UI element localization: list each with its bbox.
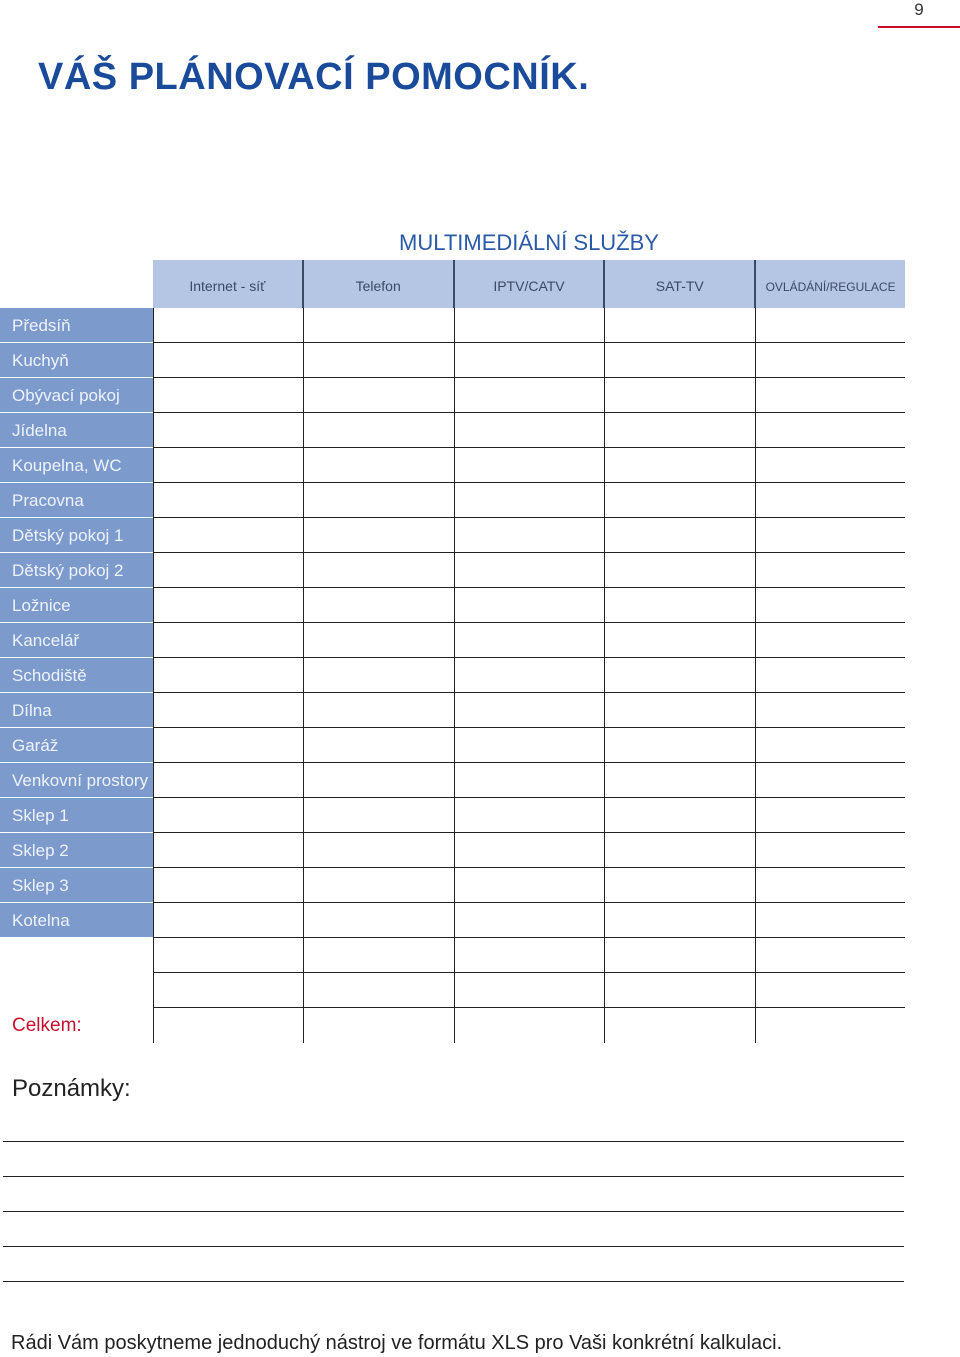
row-label: Dětský pokoj 2 [0, 553, 153, 588]
row-label-blank [0, 973, 153, 1008]
column-header-internet: Internet - síť [153, 260, 304, 308]
table-cell[interactable] [454, 798, 604, 833]
column-header-iptv: IPTV/CATV [455, 260, 606, 308]
table-cell[interactable] [755, 798, 905, 833]
table-cell[interactable] [755, 973, 905, 1008]
table-cell[interactable] [755, 413, 905, 448]
row-label: Předsíň [0, 308, 153, 343]
table-cell[interactable] [153, 903, 303, 938]
table-cell[interactable] [153, 623, 303, 658]
row-label: Pracovna [0, 483, 153, 518]
table-cell[interactable] [755, 833, 905, 868]
row-label: Sklep 3 [0, 868, 153, 903]
table-cell[interactable] [454, 938, 604, 973]
table-cell[interactable] [153, 938, 303, 973]
table-cell[interactable] [303, 588, 453, 623]
table-cell[interactable] [604, 833, 754, 868]
table-cell[interactable] [153, 553, 303, 588]
column-header-ovladani: OVLÁDÁNÍ/REGULACE [765, 280, 896, 294]
table-cell[interactable] [153, 483, 303, 518]
table-cell[interactable] [454, 973, 604, 1008]
table-cell[interactable] [303, 378, 453, 413]
table-cell[interactable] [604, 378, 754, 413]
table-cell[interactable] [153, 588, 303, 623]
table-cell[interactable] [454, 553, 604, 588]
table-cell[interactable] [755, 623, 905, 658]
table-cell[interactable] [153, 658, 303, 693]
table-row [0, 763, 905, 798]
table-cell[interactable] [153, 693, 303, 728]
table-cell[interactable] [755, 483, 905, 518]
row-label: Kancelář [0, 623, 153, 658]
total-cell[interactable] [755, 1008, 905, 1043]
row-label: Dílna [0, 693, 153, 728]
row-label: Obývací pokoj [0, 378, 153, 413]
table-cell[interactable] [454, 658, 604, 693]
table-cell[interactable] [755, 728, 905, 763]
table-row [0, 903, 905, 938]
table-cell[interactable] [303, 483, 453, 518]
table-row [0, 518, 905, 553]
table-cell[interactable] [153, 763, 303, 798]
row-label: Venkovní prostory [0, 763, 153, 798]
column-header-sat-tv: SAT-TV [605, 260, 756, 308]
planning-table [0, 308, 905, 1043]
table-cell[interactable] [303, 798, 453, 833]
table-cell[interactable] [755, 378, 905, 413]
table-cell[interactable] [454, 833, 604, 868]
table-cell[interactable] [755, 693, 905, 728]
table-cell[interactable] [604, 588, 754, 623]
table-cell[interactable] [153, 518, 303, 553]
table-cell[interactable] [303, 448, 453, 483]
table-row [0, 798, 905, 833]
table-cell[interactable] [303, 518, 453, 553]
table-cell[interactable] [604, 483, 754, 518]
table-cell[interactable] [454, 378, 604, 413]
table-cell[interactable] [755, 518, 905, 553]
table-cell[interactable] [454, 903, 604, 938]
table-cell[interactable] [604, 763, 754, 798]
table-row [0, 728, 905, 763]
table-cell[interactable] [153, 413, 303, 448]
table-cell[interactable] [303, 868, 453, 903]
notes-label: Poznámky: [12, 1075, 131, 1102]
table-row [0, 483, 905, 518]
notes-line[interactable] [3, 1246, 904, 1247]
row-label: Dětský pokoj 1 [0, 518, 153, 553]
row-label-blank [0, 938, 153, 973]
table-cell[interactable] [604, 798, 754, 833]
table-cell[interactable] [303, 973, 453, 1008]
table-cell[interactable] [755, 868, 905, 903]
row-label: Sklep 1 [0, 798, 153, 833]
table-row-blank [0, 973, 905, 1008]
notes-line[interactable] [3, 1141, 904, 1142]
row-label: Sklep 2 [0, 833, 153, 868]
table-cell[interactable] [755, 343, 905, 378]
table-cell[interactable] [604, 938, 754, 973]
table-cell[interactable] [153, 378, 303, 413]
table-cell[interactable] [454, 518, 604, 553]
page-title: VÁŠ PLÁNOVACÍ POMOCNÍK. [38, 56, 590, 98]
table-cell[interactable] [303, 623, 453, 658]
table-cell[interactable] [755, 588, 905, 623]
table-row [0, 343, 905, 378]
total-cell[interactable] [604, 1008, 754, 1043]
table-cell[interactable] [454, 448, 604, 483]
table-cell[interactable] [153, 798, 303, 833]
row-label: Ložnice [0, 588, 153, 623]
table-cell[interactable] [153, 833, 303, 868]
row-label: Schodiště [0, 658, 153, 693]
page-number: 9 [914, 0, 924, 19]
table-cell[interactable] [303, 728, 453, 763]
table-cell[interactable] [604, 518, 754, 553]
table-row [0, 833, 905, 868]
notes-line[interactable] [3, 1176, 904, 1177]
table-cell[interactable] [604, 343, 754, 378]
column-header-bar [153, 260, 905, 308]
column-header-telefon: Telefon [304, 260, 455, 308]
table-cell[interactable] [454, 728, 604, 763]
table-cell[interactable] [153, 973, 303, 1008]
table-cell[interactable] [303, 938, 453, 973]
notes-line[interactable] [3, 1281, 904, 1282]
row-label: Jídelna [0, 413, 153, 448]
table-row-total [0, 1008, 905, 1043]
row-label: Garáž [0, 728, 153, 763]
table-cell[interactable] [303, 693, 453, 728]
table-cell[interactable] [604, 413, 754, 448]
footer-text: Rádi Vám poskytneme jednoduchý nástroj ve formátu XLS pro Vaši konkrétní kalkulaci. [11, 1332, 783, 1354]
table-cell[interactable] [454, 623, 604, 658]
table-cell[interactable] [604, 903, 754, 938]
notes-line[interactable] [3, 1211, 904, 1212]
table-row [0, 448, 905, 483]
table-cell[interactable] [454, 693, 604, 728]
table-row [0, 693, 905, 728]
total-cell[interactable] [303, 1008, 453, 1043]
table-cell[interactable] [755, 658, 905, 693]
table-row [0, 658, 905, 693]
table-cell[interactable] [303, 903, 453, 938]
table-cell[interactable] [303, 308, 453, 343]
table-cell[interactable] [303, 343, 453, 378]
table-cell[interactable] [604, 868, 754, 903]
table-cell[interactable] [604, 623, 754, 658]
table-cell[interactable] [454, 343, 604, 378]
table-cell[interactable] [454, 308, 604, 343]
table-cell[interactable] [153, 308, 303, 343]
table-cell[interactable] [303, 763, 453, 798]
table-cell[interactable] [604, 693, 754, 728]
table-cell[interactable] [303, 833, 453, 868]
table-cell[interactable] [454, 483, 604, 518]
table-cell[interactable] [604, 308, 754, 343]
table-cell[interactable] [604, 728, 754, 763]
total-cell[interactable] [454, 1008, 604, 1043]
table-cell[interactable] [303, 658, 453, 693]
table-row-blank [0, 938, 905, 973]
table-cell[interactable] [454, 868, 604, 903]
row-label: Kuchyň [0, 343, 153, 378]
row-label: Kotelna [0, 903, 153, 938]
table-cell[interactable] [604, 553, 754, 588]
table-cell[interactable] [153, 448, 303, 483]
table-cell[interactable] [755, 903, 905, 938]
table-cell[interactable] [604, 973, 754, 1008]
table-cell[interactable] [604, 658, 754, 693]
total-label: Celkem: [12, 1015, 82, 1036]
table-cell[interactable] [755, 763, 905, 798]
table-row [0, 413, 905, 448]
table-row [0, 623, 905, 658]
table-cell[interactable] [153, 728, 303, 763]
table-cell[interactable] [755, 553, 905, 588]
table-cell[interactable] [755, 938, 905, 973]
table-cell[interactable] [303, 413, 453, 448]
total-cell[interactable] [153, 1008, 303, 1043]
section-title: MULTIMEDIÁLNÍ SLUŽBY [399, 230, 659, 255]
page-number-rule [878, 26, 960, 28]
table-cell[interactable] [755, 448, 905, 483]
table-cell[interactable] [303, 553, 453, 588]
table-row [0, 308, 905, 343]
table-row [0, 588, 905, 623]
table-cell[interactable] [604, 448, 754, 483]
table-cell[interactable] [454, 413, 604, 448]
table-cell[interactable] [454, 763, 604, 798]
table-cell[interactable] [454, 588, 604, 623]
row-label: Koupelna, WC [0, 448, 153, 483]
table-row [0, 868, 905, 903]
table-row [0, 553, 905, 588]
table-cell[interactable] [755, 308, 905, 343]
table-row [0, 378, 905, 413]
table-cell[interactable] [153, 343, 303, 378]
table-cell[interactable] [153, 868, 303, 903]
